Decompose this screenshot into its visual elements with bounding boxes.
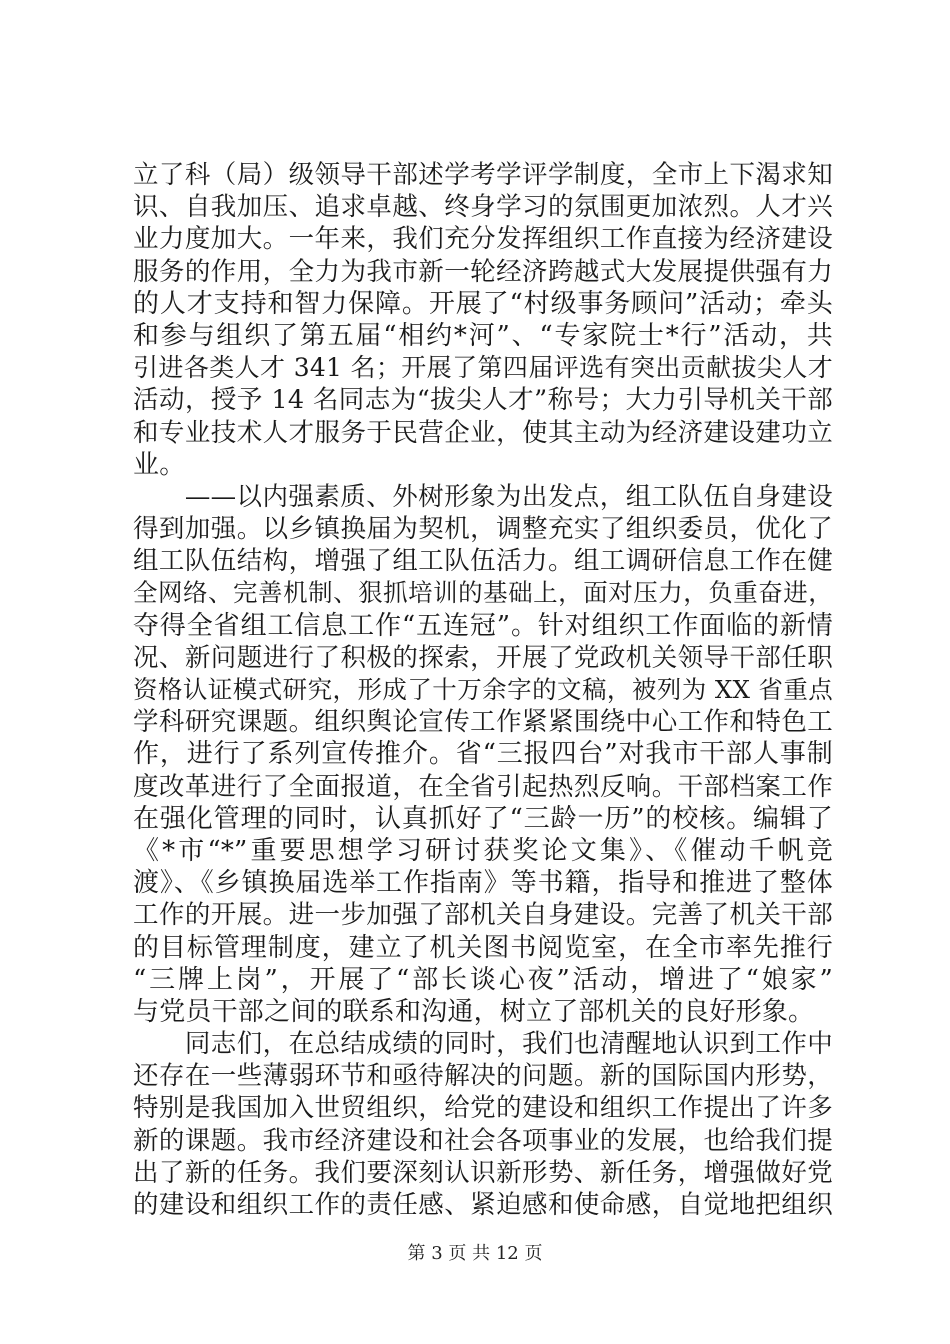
- text-line: 识、自我加压、追求卓越、终身学习的氛围更加浓烈。人才兴: [133, 192, 833, 223]
- text-line: 作，进行了系列宣传推介。省“三报四台”对我市干部人事制: [133, 739, 833, 770]
- text-line: 立了科（局）级领导干部述学考学评学制度，全市上下渴求知: [133, 160, 833, 190]
- text-line: 新的课题。我市经济建设和社会各项事业的发展，也给我们提: [133, 1125, 833, 1156]
- text-line: 还存在一些薄弱环节和亟待解决的问题。新的国际国内形势，: [133, 1061, 833, 1092]
- text-line: 夺得全省组工信息工作“五连冠”。针对组织工作面临的新情: [133, 610, 833, 641]
- text-line: 在强化管理的同时，认真抓好了“三龄一历”的校核。编辑了: [133, 803, 833, 834]
- text-line: 服务的作用，全力为我市新一轮经济跨越式大发展提供强有力: [133, 256, 833, 287]
- text-line: 出了新的任务。我们要深刻认识新形势、新任务，增强做好党: [133, 1157, 833, 1188]
- text-line: ——以内强素质、外树形象为出发点，组工队伍自身建设: [133, 481, 833, 512]
- body-text: [133, 159, 833, 1221]
- text-line: 和专业技术人才服务于民营企业，使其主动为经济建设建功立: [133, 417, 833, 448]
- text-line: 引进各类人才 341 名；开展了第四届评选有突出贡献拔尖人才: [133, 353, 833, 383]
- text-line: 活动，授予 14 名同志为“拔尖人才”称号；大力引导机关干部: [133, 385, 833, 416]
- text-line: 得到加强。以乡镇换届为契机，调整充实了组织委员，优化了: [133, 514, 833, 545]
- text-line: 同志们，在总结成绩的同时，我们也清醒地认识到工作中: [133, 1029, 833, 1060]
- text-line: 与党员干部之间的联系和沟通，树立了部机关的良好形象。: [133, 996, 815, 1027]
- text-line: 渡》、《乡镇换届选举工作指南》等书籍，指导和推进了整体: [133, 868, 833, 899]
- text-line: 全网络、完善机制、狠抓培训的基础上，面对压力，负重奋进，: [133, 578, 833, 608]
- text-line: 的人才支持和智力保障。开展了“村级事务顾问”活动；牵头: [133, 288, 833, 319]
- text-line: 的目标管理制度，建立了机关图书阅览室，在全市率先推行: [133, 932, 833, 963]
- text-line: 《*市“*”重要思想学习研讨获奖论文集》、《催动千帆竞: [133, 835, 833, 866]
- text-line: 和参与组织了第五届“相约*河”、“专家院士*行”活动，共: [133, 320, 833, 351]
- text-line: 的建设和组织工作的责任感、紧迫感和使命感，自觉地把组织: [133, 1190, 833, 1220]
- text-line: “三牌上岗”，开展了“部长谈心夜”活动，增进了“娘家”: [133, 964, 833, 995]
- page-footer: 第 3 页 共 12 页: [407, 1243, 543, 1264]
- text-line: 业。: [133, 449, 186, 480]
- text-line: 度改革进行了全面报道，在全省引起热烈反响。干部档案工作: [133, 771, 833, 802]
- text-line: 组工队伍结构，增强了组工队伍活力。组工调研信息工作在健: [133, 546, 833, 577]
- text-line: 业力度加大。一年来，我们充分发挥组织工作直接为经济建设: [133, 224, 833, 255]
- text-line: 工作的开展。进一步加强了部机关自身建设。完善了机关干部: [133, 900, 833, 931]
- text-line: 资格认证模式研究，形成了十万余字的文稿，被列为 XX 省重点: [133, 675, 833, 704]
- text-line: 特别是我国加入世贸组织，给党的建设和组织工作提出了许多: [133, 1093, 833, 1124]
- text-line: 况、新问题进行了积极的探索，开展了党政机关领导干部任职: [133, 642, 833, 673]
- text-line: 学科研究课题。组织舆论宣传工作紧紧围绕中心工作和特色工: [133, 707, 833, 738]
